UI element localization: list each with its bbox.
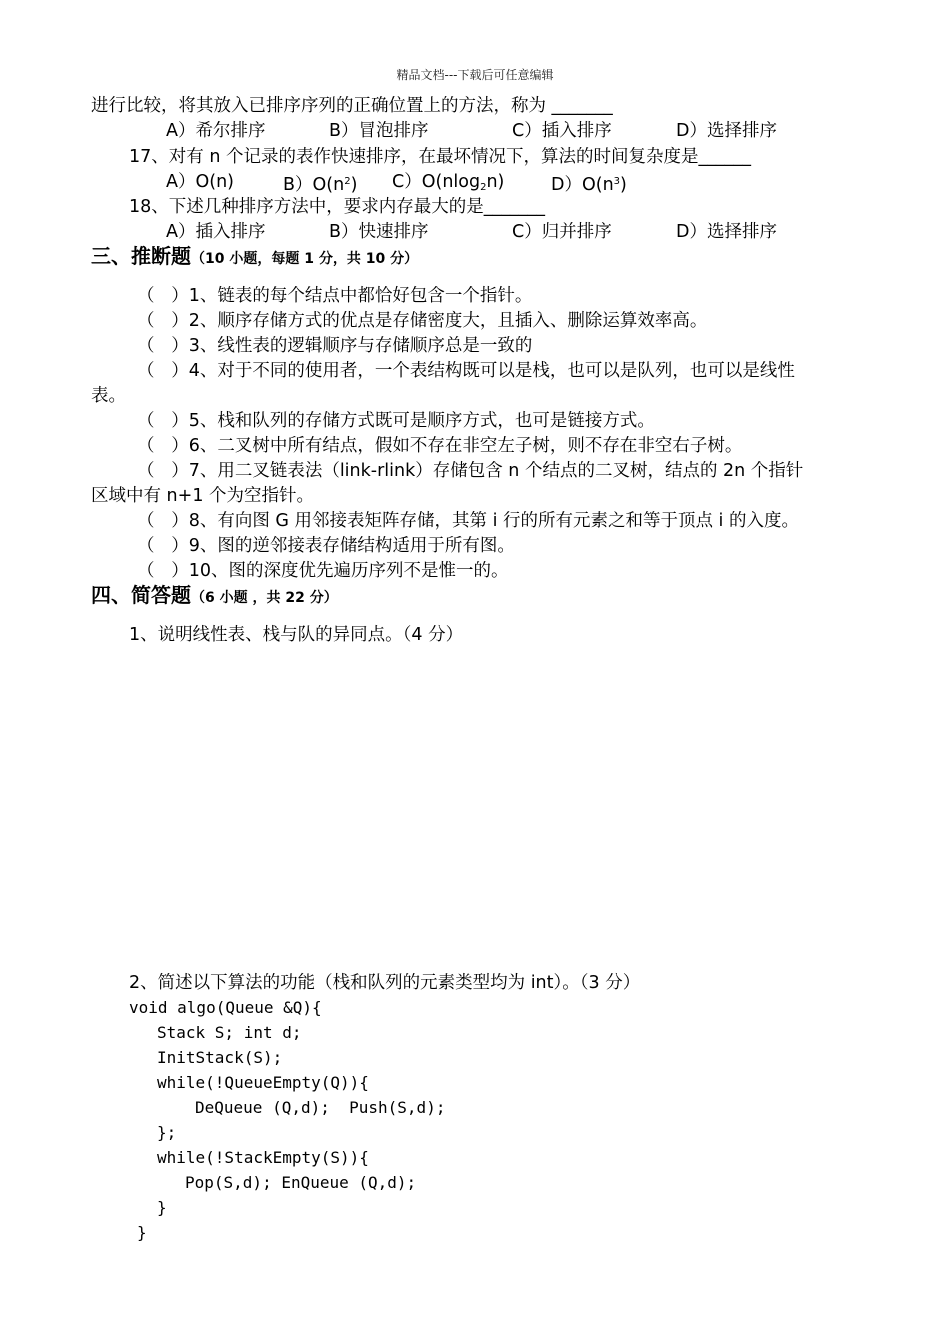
tf-item-2: （ ）2、顺序存储方式的优点是存储密度大，且插入、删除运算效率高。 <box>137 311 708 331</box>
q16-option-c: C）插入排序 <box>512 121 612 141</box>
code-line-9: } <box>157 1198 167 1217</box>
code-line-8: Pop(S,d); EnQueue (Q,d); <box>185 1173 417 1192</box>
q16-option-a: A）希尔排序 <box>166 121 266 141</box>
code-line-1: void algo(Queue &Q){ <box>129 998 322 1017</box>
code-line-3: InitStack(S); <box>157 1048 283 1067</box>
code-line-4: while(!QueueEmpty(Q)){ <box>157 1073 369 1092</box>
q17-stem: 17、对有 n 个记录的表作快速排序，在最坏情况下，算法的时间复杂度是______ <box>129 147 751 167</box>
tf-item-10: （ ）10、图的深度优先遍历序列不是惟一的。 <box>137 561 509 581</box>
tf-item-8: （ ）8、有向图 G 用邻接表矩阵存储，其第 i 行的所有元素之和等于顶点 i 的入度。 <box>137 511 799 531</box>
q17-option-c: C）O(nlog$_2$n) <box>392 172 505 193</box>
tf-item-4-cont: 表。 <box>91 386 126 406</box>
q17-option-b: $B)O(n^2)$ <box>283 175 358 195</box>
tf-item-6: （ ）6、二叉树中所有结点，假如不存在非空左子树，则不存在非空右子树。 <box>137 436 743 456</box>
code-line-7: while(!StackEmpty(S)){ <box>157 1148 369 1167</box>
q18-option-d: D）选择排序 <box>676 222 777 242</box>
tf-item-9: （ ）9、图的逆邻接表存储结构适用于所有图。 <box>137 536 515 556</box>
q17-option-a: A）O(n) <box>166 172 234 192</box>
code-line-6: }; <box>157 1123 177 1142</box>
tf-item-3: （ ）3、线性表的逻辑顺序与存储顺序总是一致的 <box>137 336 533 356</box>
q16-stem-continuation: 进行比较，将其放入已排序序列的正确位置上的方法，称为 _______ <box>91 96 613 116</box>
code-line-10: } <box>137 1223 147 1242</box>
code-line-2: Stack S; int d; <box>157 1023 302 1042</box>
section-4-heading: 四、简答题（6 小题 ，共 22 分） <box>91 583 338 607</box>
q17-option-d: $D)O(n^3)$ <box>551 175 627 195</box>
tf-item-1: （ ）1、链表的每个结点中都恰好包含一个指针。 <box>137 286 533 306</box>
code-line-5: DeQueue (Q,d); Push(S,d); <box>195 1098 446 1117</box>
tf-item-5: （ ）5、栈和队列的存储方式既可是顺序方式，也可是链接方式。 <box>137 411 655 431</box>
short-answer-q1: 1、说明线性表、栈与队的异同点。（4 分） <box>129 625 464 645</box>
tf-item-7-cont: 区域中有 n+1 个为空指针。 <box>91 486 315 506</box>
q18-stem: 18、下述几种排序方法中，要求内存最大的是_______ <box>129 197 546 217</box>
short-answer-q2: 2、简述以下算法的功能（栈和队列的元素类型均为 int）。（3 分） <box>129 973 641 993</box>
q18-option-c: C）归并排序 <box>512 222 612 242</box>
q16-option-d: D）选择排序 <box>676 121 777 141</box>
q18-option-a: A）插入排序 <box>166 222 266 242</box>
tf-item-4: （ ）4、对于不同的使用者，一个表结构既可以是栈，也可以是队列，也可以是线性 <box>137 361 795 381</box>
page-header: 精品文档---下载后可任意编辑 <box>396 68 554 82</box>
q16-option-b: B）冒泡排序 <box>329 121 429 141</box>
section-3-heading: 三、推断题（10 小题，每题 1 分，共 10 分） <box>91 244 419 268</box>
q18-option-b: B）快速排序 <box>329 222 429 242</box>
tf-item-7: （ ）7、用二叉链表法（link-rlink）存储包含 n 个结点的二叉树，结点的 2n 个指针 <box>137 461 804 481</box>
